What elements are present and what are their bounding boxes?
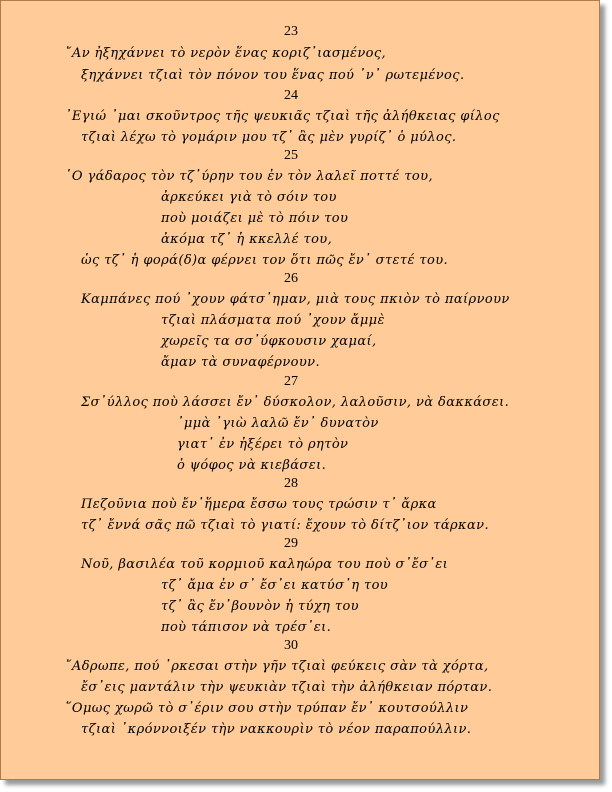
- verse-line: ῞Ομως χωρῶ τὸ σ᾽έριν σου στὴν τρύπαν ἔν᾽ κουτσούλλιν: [65, 701, 469, 716]
- verse-line: γιατ᾽ ἐν ἠξέρει τὸ ρητὸν: [177, 437, 349, 452]
- verse-line: ῾Ο γάδαρος τὸν τζ᾽ύρην του ἐν τὸν λαλεῖ ποττέ του,: [65, 169, 433, 184]
- verse-line: ποὺ μοιάζει μὲ τὸ πόιν του: [161, 211, 349, 226]
- verse-line: ᾽Εγιώ ᾽μαι σκοῦντρος τῆς ψευκιᾶς τζιαὶ τῆς ἀλήθκειας φίλος: [65, 109, 500, 124]
- verse-line: τζ᾽ ἄμα ἐν σ᾽ ἔσ᾽ει κατύσ᾽η του: [161, 578, 389, 593]
- verse-line: τζιαὶ λέχω τὸ γομάριν μου τζ᾽ ἂς μὲν γυρίζ᾽ ὁ μύλος.: [81, 130, 457, 145]
- stanza-number: 24: [284, 88, 298, 103]
- stanza-number: 27: [284, 374, 298, 389]
- verse-line: χωρεῖς τα σσ᾽ύφκουσιν χαμαί,: [161, 334, 377, 349]
- verse-line: ἄμαν τὰ συναφέρνουν.: [161, 355, 320, 370]
- verse-line: Νοῦ, βασιλέα τοῦ κορμιοῦ καληώρα του ποὺ σ᾽ἔσ᾽ει: [81, 557, 449, 572]
- stanza-number: 28: [284, 476, 298, 491]
- verse-line: ἀρκεύκει γιὰ τὸ σόιν του: [161, 190, 337, 205]
- verse-line: τζ᾽ ἂς ἔν᾽βουνὸν ἡ τύχη του: [161, 599, 359, 614]
- verse-line: τζ᾽ ἔννά σᾶς πῶ τζιαὶ τὸ γιατί: ἔχουν τὸ δίτζ᾽ιον τάρκαν.: [81, 518, 489, 533]
- verse-line: ῎Αδρωπε, πού ᾽ρκεσαι στὴν γῆν τζιαὶ φεύκεις σὰν τὰ χόρτα,: [65, 659, 489, 674]
- stanza-number: 29: [284, 536, 298, 551]
- verse-line: Πεζοῦνια ποὺ ἔν᾽ἥμερα ἔσσω τους τρώσιν τ᾽ ἄρκα: [81, 497, 437, 512]
- verse-line: τζιαὶ πλάσματα πού ᾽χουν ἄμμὲ: [161, 313, 385, 328]
- verse-line: ποὺ τάπισον νὰ τρέσ᾽ει.: [161, 620, 332, 635]
- verse-line: ῎Αν ἠξηχάννει τὸ νερὸν ἕνας κοριζ᾽ιασμένος,: [65, 46, 387, 61]
- verse-line: ὡς τζ᾽ ἡ φορά(δ)α φέρνει τον ὅτι πῶς ἔν᾽ στετέ του.: [81, 253, 449, 268]
- stanza-number: 26: [284, 271, 298, 286]
- verse-line: ξηχάννει τζιαὶ τὸν πόνον του ἕνας πού ᾽ν᾽ ρωτεμένος.: [81, 68, 465, 83]
- verse-line: Σσ᾽ύλλος ποὺ λάσσει ἔν᾽ δύσκολον, λαλοῦσιν, νὰ δακκάσει.: [81, 395, 510, 410]
- verse-line: ὁ ψόφος νὰ κιεβάσει.: [177, 458, 327, 473]
- verse-line: ᾽μμὰ ᾽γιὼ λαλῶ ἔν᾽ δυνατὸν: [177, 416, 379, 431]
- stanza-number: 25: [284, 148, 298, 163]
- verse-line: Καμπάνες πού ᾽χουν φάτσ᾽ημαν, μιὰ τους πκιὸν τὸ παίρνουν: [81, 292, 510, 307]
- verse-line: ἔσ᾽εις μαντάλιν τὴν ψευκιὰν τζιαὶ τὴν ἀλήθκειαν πόρταν.: [81, 680, 493, 695]
- stanza-number: 30: [284, 638, 298, 653]
- verse-line: ἀκόμα τζ᾽ ἡ κκελλέ του,: [161, 232, 333, 247]
- stanza-number: 23: [284, 24, 298, 39]
- verse-line: τζιαὶ ᾽κρόννοιξέν τὴν νακκουρὶν τὸ νέον παραπούλλιν.: [81, 722, 472, 737]
